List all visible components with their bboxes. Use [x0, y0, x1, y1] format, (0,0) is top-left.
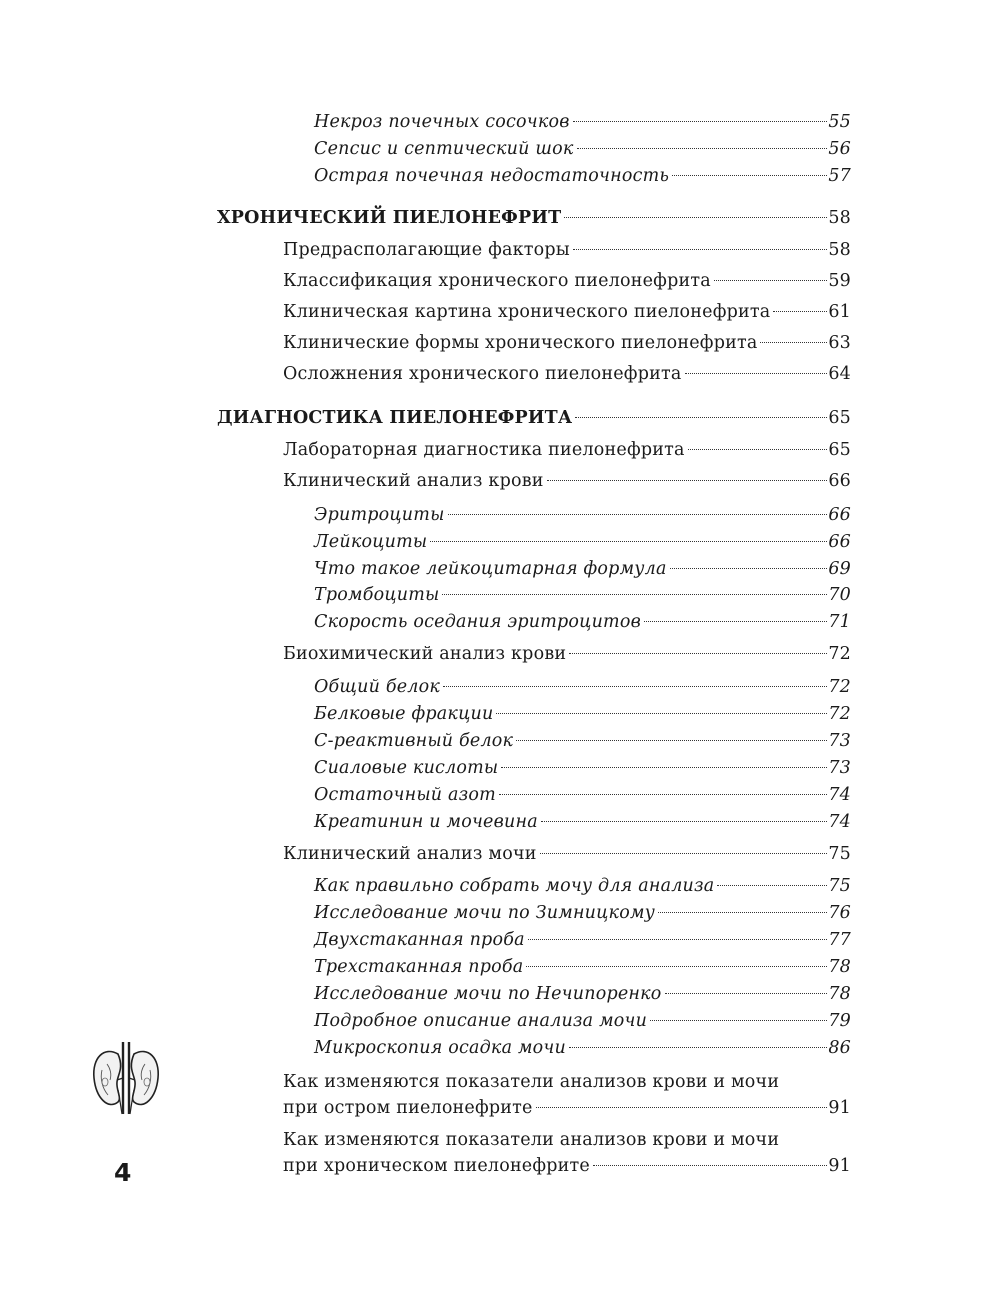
toc-entry — [314, 582, 851, 608]
dot-leader — [569, 653, 827, 654]
dot-leader — [665, 993, 828, 994]
dot-leader — [430, 541, 827, 542]
dot-leader — [496, 713, 827, 714]
dot-leader — [499, 794, 827, 795]
toc-entry-title: С-реактивный белок — [314, 731, 514, 751]
toc-entry-page: 73 — [828, 758, 851, 778]
dot-leader — [573, 249, 827, 250]
toc-entry — [283, 437, 851, 463]
toc-entry-title: Лабораторная диагностика пиелонефрита — [283, 440, 685, 460]
toc-entry-title: Осложнения хронического пиелонефрита — [283, 364, 682, 384]
dot-leader — [717, 885, 827, 886]
toc-entry-title-line1: Как изменяются показатели анализов крови и мочи — [283, 1072, 780, 1092]
dot-leader — [564, 217, 827, 218]
toc-entry — [283, 841, 851, 867]
dot-leader — [644, 621, 827, 622]
toc-entry — [283, 641, 851, 667]
toc-entry-title: Исследование мочи по Нечипоренко — [314, 984, 662, 1004]
toc-entry — [314, 954, 851, 980]
toc-entry-title: Исследование мочи по Зимницкому — [314, 903, 655, 923]
toc-entry — [314, 1008, 851, 1034]
toc-entry — [283, 330, 851, 356]
toc-entry-title: ДИАГНОСТИКА ПИЕЛОНЕФРИТА — [217, 408, 573, 428]
dot-leader — [650, 1020, 827, 1021]
toc-entry-title: Лейкоциты — [314, 532, 428, 552]
dot-leader — [688, 449, 828, 450]
toc-entry — [314, 1035, 851, 1061]
toc-entry — [283, 268, 851, 294]
toc-entry-title: Микроскопия осадка мочи — [314, 1038, 566, 1058]
dot-leader — [547, 480, 828, 481]
toc-entry-title: Острая почечная недостаточность — [314, 166, 670, 186]
dot-leader — [569, 1047, 827, 1048]
dot-leader — [448, 514, 828, 515]
toc-entry — [283, 468, 851, 494]
toc-entry-title: Как правильно собрать мочу для анализа — [314, 876, 715, 896]
toc-section-heading — [217, 205, 851, 231]
dot-leader — [593, 1165, 827, 1166]
toc-entry-multiline — [283, 1069, 851, 1121]
toc-entry-title: Клинический анализ крови — [283, 471, 544, 491]
dot-leader — [760, 342, 827, 343]
toc-entry-title: Общий белок — [314, 677, 441, 697]
toc-entry-page: 65 — [828, 440, 851, 460]
toc-entry-title: Белковые фракции — [314, 704, 494, 724]
toc-entry — [314, 502, 851, 528]
dot-leader — [577, 148, 828, 149]
toc-entry — [314, 109, 851, 135]
toc-entry — [314, 556, 851, 582]
toc-entry-page: 70 — [828, 585, 851, 605]
toc-entry-page: 61 — [828, 302, 851, 322]
dot-leader — [672, 175, 827, 176]
dot-leader — [573, 121, 828, 122]
toc-entry-title: Клиническая картина хронического пиелонефрита — [283, 302, 771, 322]
toc-entry — [314, 163, 851, 189]
dot-leader — [516, 740, 827, 741]
toc-entry-page: 74 — [828, 812, 851, 832]
toc-entry-page: 65 — [828, 408, 851, 428]
toc-entry-page: 72 — [828, 704, 851, 724]
toc-entry-title: Сиаловые кислоты — [314, 758, 499, 778]
toc-entry — [314, 873, 851, 899]
toc-entry-title: Что такое лейкоцитарная формула — [314, 559, 667, 579]
dot-leader — [658, 912, 827, 913]
toc-entry-page: 74 — [828, 785, 851, 805]
toc-entry-page: 91 — [828, 1098, 851, 1118]
toc-entry-title: Двухстаканная проба — [314, 930, 525, 950]
toc-entry-title: Тромбоциты — [314, 585, 440, 605]
toc-entry-page: 78 — [828, 984, 851, 1004]
toc-entry — [283, 299, 851, 325]
toc-entry-page: 59 — [828, 271, 851, 291]
toc-entry-title: Скорость оседания эритроцитов — [314, 612, 641, 632]
toc-entry-page: 72 — [828, 677, 851, 697]
toc-entry-page: 77 — [828, 930, 851, 950]
toc-entry-page: 76 — [828, 903, 851, 923]
toc-entry — [314, 900, 851, 926]
toc-entry-page: 55 — [828, 112, 851, 132]
toc-entry-title: Некроз почечных сосочков — [314, 112, 570, 132]
toc-entry-page: 71 — [828, 612, 851, 632]
toc-entry-title: Эритроциты — [314, 505, 445, 525]
toc-entry — [314, 728, 851, 754]
toc-entry-title-line1: Как изменяются показатели анализов крови и мочи — [283, 1130, 780, 1150]
dot-leader — [714, 280, 827, 281]
toc-entry-title: Клинические формы хронического пиелонефрита — [283, 333, 758, 353]
toc-entry-page: 72 — [828, 644, 851, 664]
toc-entry-title: Подробное описание анализа мочи — [314, 1011, 648, 1031]
dot-leader — [536, 1107, 828, 1108]
toc-entry-page: 75 — [828, 876, 851, 896]
toc-entry-page: 69 — [828, 559, 851, 579]
toc-entry-title: Креатинин и мочевина — [314, 812, 538, 832]
toc-section-heading — [217, 405, 851, 431]
page-number: 4 — [114, 1158, 132, 1187]
toc-entry-title: Биохимический анализ крови — [283, 644, 567, 664]
toc-entry-page: 64 — [828, 364, 851, 384]
dot-leader — [773, 311, 827, 312]
dot-leader — [685, 373, 828, 374]
toc-entry — [314, 809, 851, 835]
toc-entry — [283, 237, 851, 263]
toc-entry-page: 66 — [828, 532, 851, 552]
toc-entry-title: Остаточный азот — [314, 785, 496, 805]
toc-entry-title-line2: при остром пиелонефрите — [283, 1098, 533, 1118]
toc-entry — [314, 755, 851, 781]
toc-entry — [314, 674, 851, 700]
toc-entry-page: 73 — [828, 731, 851, 751]
toc-entry-page: 56 — [828, 139, 851, 159]
toc-entry — [314, 609, 851, 635]
toc-entry-page: 58 — [828, 208, 851, 228]
toc-entry-multiline — [283, 1127, 851, 1179]
toc-entry-title: Предрасполагающие факторы — [283, 240, 570, 260]
dot-leader — [540, 853, 828, 854]
toc-entry — [314, 981, 851, 1007]
toc-entry-page: 66 — [828, 471, 851, 491]
toc-entry-page: 75 — [828, 844, 851, 864]
toc-entry-title: Классификация хронического пиелонефрита — [283, 271, 711, 291]
toc-entry-page: 78 — [828, 957, 851, 977]
toc-entry-title: ХРОНИЧЕСКИЙ ПИЕЛОНЕФРИТ — [217, 208, 562, 228]
dot-leader — [442, 594, 827, 595]
dot-leader — [541, 821, 828, 822]
toc-entry-row — [283, 1153, 851, 1179]
toc-entry-row — [283, 1095, 851, 1121]
toc-entry-title: Трехстаканная проба — [314, 957, 524, 977]
toc-entry-page: 57 — [828, 166, 851, 186]
toc-entry-page: 79 — [828, 1011, 851, 1031]
toc-entry-title: Клинический анализ мочи — [283, 844, 537, 864]
dot-leader — [526, 966, 827, 967]
toc-entry — [314, 927, 851, 953]
dot-leader — [575, 417, 827, 418]
toc-entry-page: 66 — [828, 505, 851, 525]
kidney-icon — [88, 1040, 164, 1116]
dot-leader — [501, 767, 827, 768]
toc-entry-title-line2: при хроническом пиелонефрите — [283, 1156, 590, 1176]
dot-leader — [528, 939, 828, 940]
toc-entry-title: Сепсис и септический шок — [314, 139, 574, 159]
toc-entry — [314, 529, 851, 555]
toc-entry — [314, 136, 851, 162]
dot-leader — [670, 568, 828, 569]
toc-entry — [283, 361, 851, 387]
toc-entry — [314, 701, 851, 727]
toc-entry-page: 63 — [828, 333, 851, 353]
toc-entry-page: 91 — [828, 1156, 851, 1176]
toc-entry-page: 86 — [828, 1038, 851, 1058]
toc-entry-page: 58 — [828, 240, 851, 260]
toc-entry — [314, 782, 851, 808]
dot-leader — [443, 686, 827, 687]
